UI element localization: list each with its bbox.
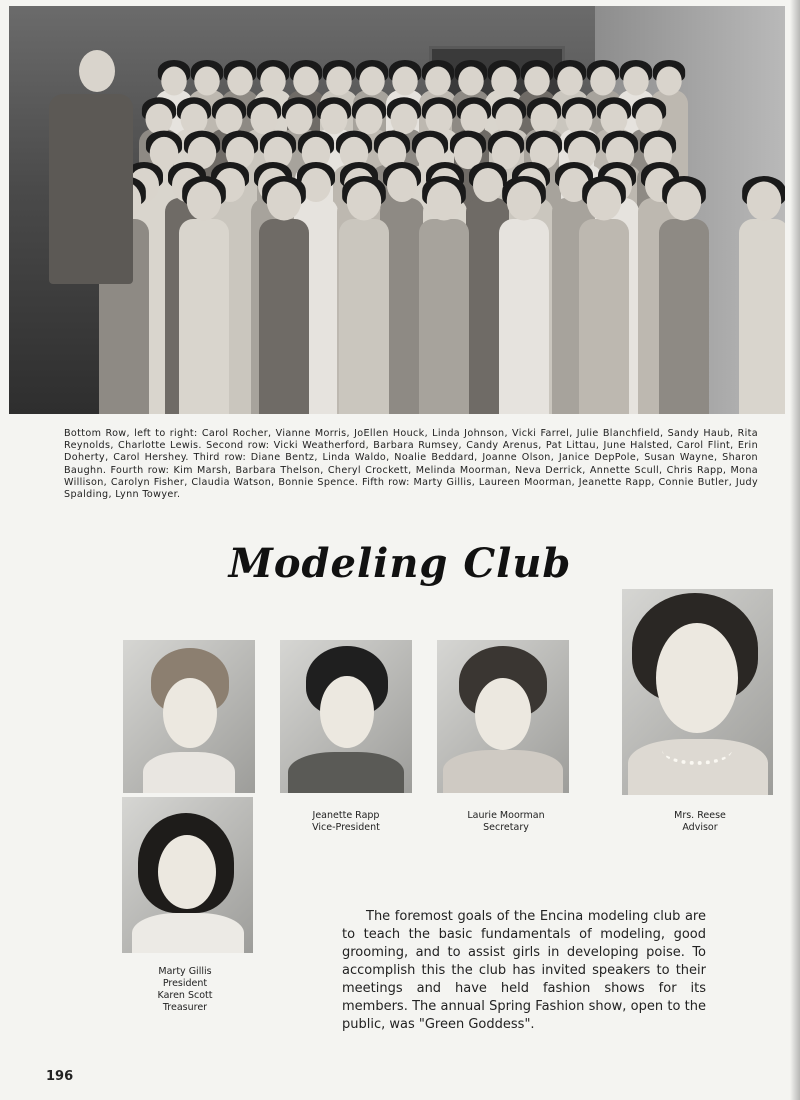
officer-role: Secretary xyxy=(483,822,529,833)
member-face xyxy=(326,67,352,96)
label-mrs-reese xyxy=(645,810,755,834)
member-face xyxy=(79,50,115,92)
member-face xyxy=(496,104,523,135)
portrait-unlabeled-1 xyxy=(123,640,255,793)
member-face xyxy=(146,104,173,135)
officer-role: Advisor xyxy=(682,822,718,833)
member-face xyxy=(392,67,418,96)
portrait-mrs-reese xyxy=(622,589,773,795)
member-face xyxy=(187,181,222,220)
club-description: The foremost goals of the Encina modeling club are to teach the basic fundamentals of modeling, good grooming, and to assist girls in developing poise. To accomplish this the club has invited speakers to their meetings and have held fashion shows for its members. The annual Spring Fashion show, open to the public, was "Green Goddess". xyxy=(342,909,706,1032)
member-face xyxy=(321,104,348,135)
member-face xyxy=(507,181,542,220)
member-face xyxy=(260,67,286,96)
group-photo xyxy=(9,6,785,414)
member-face xyxy=(427,181,462,220)
portrait-marty-gillis xyxy=(122,797,253,953)
member-figure xyxy=(419,219,470,415)
member-face xyxy=(356,104,383,135)
member-face xyxy=(194,67,220,96)
member-figure xyxy=(659,219,710,415)
member-face xyxy=(391,104,418,135)
member-face xyxy=(461,104,488,135)
member-face xyxy=(161,67,187,96)
portrait-laurie-moorman xyxy=(437,640,569,793)
member-face xyxy=(566,104,593,135)
member-face xyxy=(227,67,253,96)
member-figure xyxy=(49,94,133,284)
member-face xyxy=(267,181,302,220)
label-jeanette-rapp xyxy=(290,810,402,834)
member-figure xyxy=(179,219,230,415)
label-marty-gillis-karen-scott xyxy=(130,966,240,1014)
member-face xyxy=(251,104,278,135)
member-face xyxy=(473,168,503,202)
member-face xyxy=(623,67,649,96)
member-face xyxy=(425,67,451,96)
member-figure xyxy=(579,219,630,415)
page-title: Modeling Club xyxy=(228,540,572,587)
page-fold-shadow xyxy=(790,0,800,1100)
officer-name: Marty Gillis xyxy=(158,966,212,977)
member-figure xyxy=(499,219,550,415)
member-face xyxy=(347,181,382,220)
member-face xyxy=(590,67,616,96)
officer-role: Vice-President xyxy=(312,822,380,833)
officer-name: Laurie Moorman xyxy=(467,810,545,821)
page-number: 196 xyxy=(46,1069,74,1084)
officer-role: Treasurer xyxy=(162,1002,208,1013)
member-face xyxy=(387,168,417,202)
photo-caption: Bottom Row, left to right: Carol Rocher, Vianne Morris, JoEllen Houck, Linda Johnson, Vicki Farrel, Julie Blanchfield, Sandy Haub, Rita Reynolds, Charlotte Lewis. Second row: Vicki Weatherford, Barbara Rumsey, Candy Arenus, Pat Littau, June Halsted, Carol Flint, Erin Doherty, Carol Hershey. Third row: Diane Bentz, Linda Waldo, Noalie Beddard, Joanne Olson, Janice DepPole, Susan Wayne, Sharon Baughn. Fourth row: Kim Marsh, Barbara Thelson, Cheryl Crockett, Melinda Moorman, Neva Derrick, Annette Scull, Chris Rapp, Mona Willison, Carolyn Fisher, Claudia Watson, Bonnie Spence. Fifth row: Marty Gillis, Laureen Moorman, Jeanette Rapp, Connie Butler, Judy Spalding, Lynn Towyer. xyxy=(64,428,758,501)
member-face xyxy=(524,67,550,96)
officer-name: Jeanette Rapp xyxy=(312,810,380,821)
member-face xyxy=(601,104,628,135)
member-face xyxy=(667,181,702,220)
portrait-jeanette-rapp xyxy=(280,640,412,793)
member-face xyxy=(359,67,385,96)
label-laurie-moorman xyxy=(445,810,567,834)
member-face xyxy=(293,67,319,96)
member-face xyxy=(491,67,517,96)
member-face xyxy=(656,67,682,96)
officer-name: Mrs. Reese xyxy=(674,810,726,821)
member-face xyxy=(286,104,313,135)
member-face xyxy=(458,67,484,96)
member-face xyxy=(557,67,583,96)
member-figure xyxy=(259,219,310,415)
officer-role: President xyxy=(162,978,208,989)
officer-name: Karen Scott xyxy=(157,990,213,1001)
member-figure xyxy=(339,219,390,415)
member-face xyxy=(587,181,622,220)
member-figure xyxy=(739,219,785,415)
member-face xyxy=(747,181,782,220)
